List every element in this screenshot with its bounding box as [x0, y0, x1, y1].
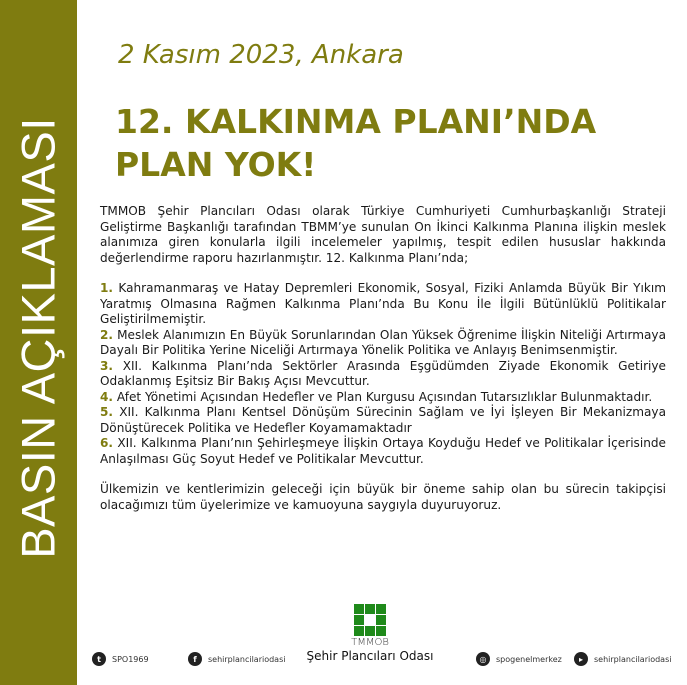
title-line-1: 12. KALKINMA PLANI’NDA — [115, 102, 597, 141]
sidebar-band — [0, 0, 77, 685]
youtube-icon: ▸ — [574, 652, 588, 666]
list-item: 5. XII. Kalkınma Planı Kentsel Dönüşüm Sürecinin Sağlam ve İyi İşleyen Bir Mekanizmaya Dönüştürecek Politika ve Hedefler Koyamamaktadır — [100, 405, 666, 435]
org-name: Şehir Plancıları Odası — [306, 649, 434, 663]
instagram-link[interactable]: ◎ spogenelmerkez — [476, 652, 562, 666]
facebook-icon: f — [188, 652, 202, 666]
page-title — [115, 100, 596, 186]
instagram-icon: ◎ — [476, 652, 490, 666]
sidebar-label: BASIN AÇIKLAMASI — [11, 117, 65, 559]
list-item: 2. Meslek Alanımızın En Büyük Sorunlarından Olan Yüksek Öğrenime İlişkin Niteliği Artırmaya Dayalı Bir Politika Yerine Niceliği Artırmaya Yönelik Politika ve Anlayış Benimsenmiştir. — [100, 327, 666, 357]
list-item: 4. Afet Yönetimi Açısından Hedefler ve Plan Kurgusu Açısından Tutarsızlıklar Bulunmaktadır. — [100, 389, 653, 404]
twitter-icon: t — [92, 652, 106, 666]
intro-paragraph: TMMOB Şehir Plancıları Odası olarak Türkiye Cumhuriyeti Cumhurbaşkanlığı Strateji Geliştirme Başkanlığı tarafından TBMM’ye sunulan On İkinci Kalkınma Planına ilişkin meslek alanımıza giren konularla ilgili incelemeler yapılmış, tespit edilen hususlar hakkında değerlendirme raporu hazırlanmıştır. 12. Kalkınma Planı’nda; — [100, 204, 666, 265]
list-item: 3. XII. Kalkınma Planı’nda Sektörler Arasında Eşgüdümden Ziyade Ekonomik Getiriye Odaklanmış Eşitsiz Bir Bakış Açısı Mevcuttur. — [100, 358, 666, 388]
org-top: TMMOB — [351, 637, 389, 648]
list-item: 6. XII. Kalkınma Planı’nın Şehirleşmeye İlişkin Ortaya Koyduğu Hedef ve Politikalar İçerisinde Anlaşılması Güç Soyut Hedef ve Politikalar Mevcuttur. — [100, 436, 666, 466]
list-item: 1. Kahramanmaraş ve Hatay Depremleri Ekonomik, Sosyal, Fiziki Anlamda Büyük Bir Yıkım Yaratmış Olmasına Rağmen Kalkınma Planı’nda Bu Konu İle İlgili Bütünlüklü Politikalar Geliştirilmemiştir. — [100, 281, 666, 326]
title-line-2: PLAN YOK! — [115, 145, 317, 184]
facebook-link[interactable]: f sehirplancilariodasi — [188, 652, 285, 666]
tmmob-logo — [354, 604, 386, 636]
twitter-link[interactable]: t SPO1969 — [92, 652, 149, 666]
youtube-link[interactable]: ▸ sehirplancilariodasi — [574, 652, 671, 666]
press-release-body — [100, 204, 666, 513]
closing-paragraph: Ülkemizin ve kentlerimizin geleceği için büyük bir öneme sahip olan bu sürecin takipçisi olacağımızı tüm üyelerimize ve kamuoyuna saygıyla duyuruyoruz. — [100, 482, 666, 512]
date-line: 2 Kasım 2023, Ankara — [118, 40, 404, 70]
